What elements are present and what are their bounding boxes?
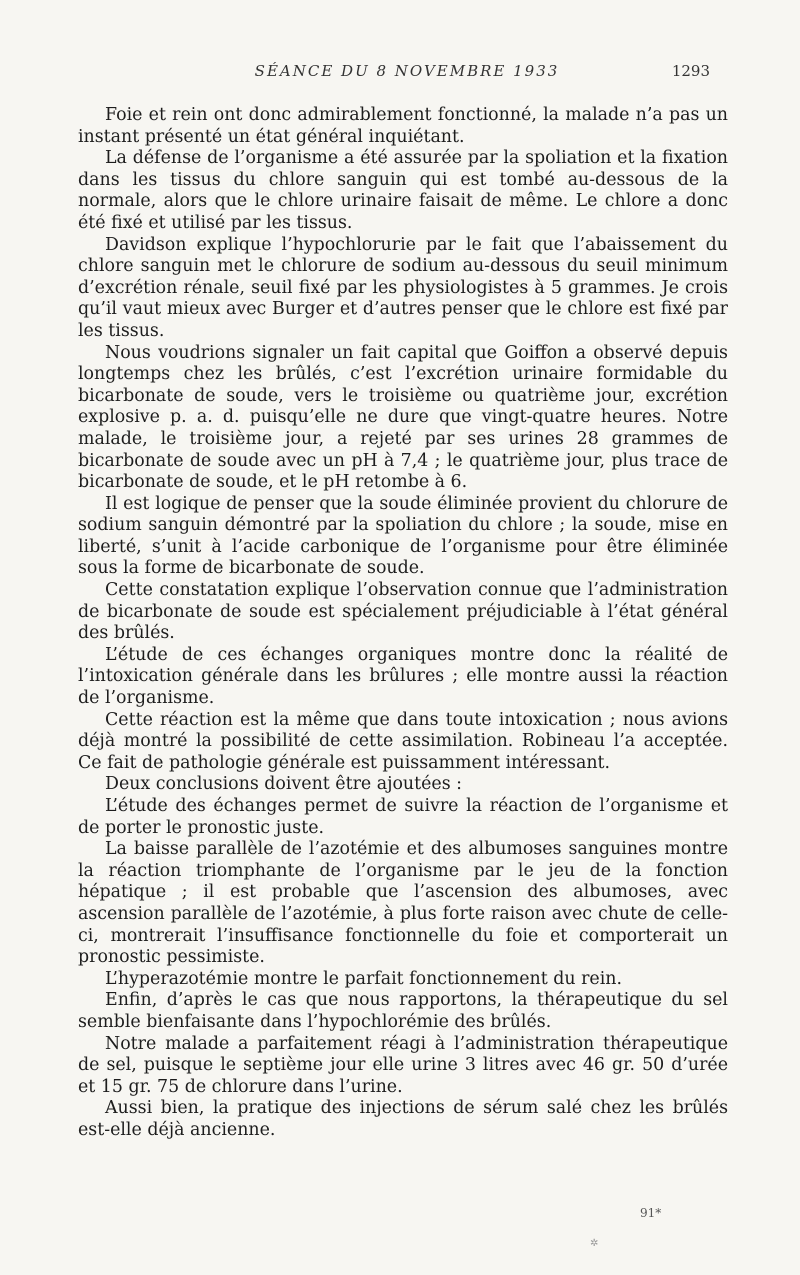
paragraph: Il est logique de penser que la soude éliminée provient du chlorure de sodium sanguin démontré par la spoliation du chlore ; la soude, mise en liberté, s’unit à l’acide carbonique de l’organisme pour être éliminée sous la forme de bicarbonate de soude. [78,493,728,579]
paragraph: Cette réaction est la même que dans toute intoxication ; nous avions déjà montré la possibilité de cette assimilation. Robineau l’a acceptée. Ce fait de pathologie générale est puissamment intéressant. [78,709,728,773]
paragraph: L’étude des échanges permet de suivre la réaction de l’organisme et de porter le pronostic juste. [78,796,728,838]
paragraph: Aussi bien, la pratique des injections de sérum salé chez les brûlés est-elle déjà ancienne. [78,1098,728,1140]
page-number: 1293 [671,62,710,80]
paragraph: Notre malade a parfaitement réagi à l’administration thérapeutique de sel, puisque le septième jour elle urine 3 litres avec 46 gr. 50 d’urée et 15 gr. 75 de chlorure dans l’urine. [78,1033,728,1097]
paragraph: La défense de l’organisme a été assurée par la spoliation et la fixation dans les tissus du chlore sanguin qui est tombé au-dessous de la normale, alors que le chlore urinaire faisait de même. Le chlore a donc été fixé et utilisé par les tissus. [78,148,728,233]
paragraph: Enfin, d’après le cas que nous rapportons, la thérapeutique du sel semble bienfaisante dans l’hypochlorémie des brûlés. [78,990,728,1032]
paragraph: L’étude de ces échanges organiques montre donc la réalité de l’intoxication générale dans les brûlures ; elle montre aussi la réaction de l’organisme. [78,644,728,709]
paragraph: La baisse parallèle de l’azotémie et des albumoses sanguines montre la réaction triomphante de l’organisme par le jeu de la fonction hépatique ; il est probable que l’ascension des albumoses, avec ascension parallèle de l’azotémie, à plus forte raison avec chute de celle-ci, montrerait l’insuffisance fonctionnelle du foie et comporterait un pronostic pessimiste. [78,839,728,968]
paragraph: Nous voudrions signaler un fait capital que Goiffon a observé depuis longtemps chez les brûlés, c’est l’excrétion urinaire formidable du bicarbonate de soude, vers le troisième ou quatrième jour, excrétion explosive p. a. d. puisqu’elle ne dure que vingt-quatre heures. Notre malade, le troisième jour, a rejeté par ses urines 28 grammes de bicarbonate de soude avec un pH à 7,4 ; le quatrième jour, plus trace de bicarbonate de soude, et le pH retombe à 6. [78,342,728,493]
paragraph: Deux conclusions doivent être ajoutées : [105,774,463,795]
running-head: SÉANCE DU 8 NOVEMBRE 1933 [254,62,560,80]
paragraph: Foie et rein ont donc admirablement fonctionné, la malade n’a pas un instant présenté un état général inquiétant. [78,105,728,147]
paragraph: Davidson explique l’hypochlorurie par le fait que l’abaissement du chlore sanguin met le chlorure de sodium au-dessous du seuil minimum d’excrétion rénale, seuil fixé par les physiologistes à 5 grammes. Je crois qu’il vaut mieux avec Burger et d’autres penser que le chlore est fixé par les tissus. [78,234,728,341]
body-text [78,105,728,1142]
ink-mark: ✲ [590,1238,599,1249]
paragraph: Cette constatation explique l’observation connue que l’administration de bicarbonate de soude est spécialement préjudiciable à l’état général des brûlés. [78,580,728,644]
paragraph: L’hyperazotémie montre le parfait fonctionnement du rein. [105,968,622,989]
page-header [104,62,710,88]
signature-mark: 91* [640,1206,662,1220]
